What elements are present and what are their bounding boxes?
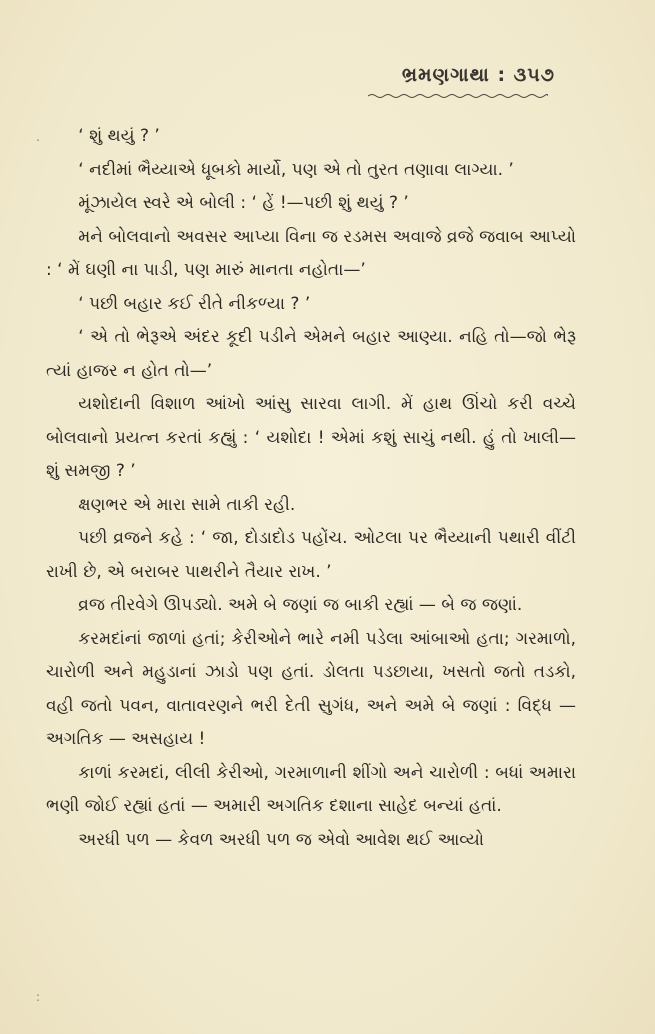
paragraph-12: કાળાં કરમદાં, લીલી કેરીઓ, ગરમાળાની શીંગો અને ચારોળી : બધાં અમારા ભણી જોઈ રહ્યાં હતાં — અમારી અગતિક દશાના સાહેદ બન્યાં હતાં.	[46, 762, 576, 816]
paragraph-11: કરમદાંનાં જાળાં હતાં; કેરીઓને ભારે નમી પડેલા આંબાઓ હતા; ગરમાળો, ચારોળી અને મહુડાનાં ઝાડો પણ હતાં. ડોલતા પડછાયા, ખસતો જતો તડકો, વહી જતો પવન, વાતાવરણને ભરી દેતી સુગંધ, અને અમે બે જણાં : વિદ્ધ — અગતિક — અસહાય !	[46, 628, 576, 749]
margin-speck-bottom-left: :	[36, 990, 41, 1004]
paragraph-2: ‘ નદીમાં ભૈય્યાએ ધૂબકો માર્યો, પણ એ તો તુરત તણાવા લાગ્યા. ’	[78, 159, 514, 180]
running-head-underline	[368, 93, 548, 99]
paragraph-4: મને બોલવાનો અવસર આપ્યા વિના જ રડમસ અવાજે વ્રજે જવાબ આપ્યો : ‘ મેં ઘણી ના પાડી, પણ મારું માનતા નહોતા—’	[46, 226, 576, 280]
paragraph-13: અરધી પળ — કેવળ અરધી પળ જ એવો આવેશ થઈ આવ્યો	[78, 829, 485, 850]
paragraph-10: વ્રજ તીરવેગે ઊપડ્યો. અમે બે જણાં જ બાકી રહ્યાં — બે જ જણાં.	[78, 595, 523, 615]
body-text	[46, 120, 576, 857]
paragraph-8: ક્ષણભર એ મારા સામે તાકી રહી.	[78, 494, 296, 515]
paragraph-7: યશોદાની વિશાળ આંખો આંસુ સારવા લાગી. મેં હાથ ઊંચો કરી વચ્ચે બોલવાનો પ્રયત્ન કરતાં કહ્યું : ‘ યશોદા ! એમાં કશું સાચું નથી. હું તો ખાલી—શું સમજી ? ’	[46, 394, 576, 481]
paragraph-9: પછી વ્રજને કહે : ‘ જા, દોડાદોડ પહોંચ. ઓટલા પર ભૈય્યાની પથારી વીંટી રાખી છે, એ બરાબર પાથરીને તૈયાર રાખ. ’	[46, 528, 576, 582]
running-head: ભ્રમણગાથા : ૩૫૭	[401, 64, 555, 86]
paragraph-3: મૂંઝાયેલ સ્વરે એ બોલી : ‘ હેં !—પછી શું થયું ? ’	[78, 193, 409, 213]
paragraph-5: ‘ પછી બહાર કઈ રીતે નીકળ્યા ? ’	[78, 293, 311, 314]
margin-speck-top-left: .	[36, 130, 40, 144]
paragraph-6: ‘ એ તો ભેરૂએ અંદર કૂદી પડીને એમને બહાર આણ્યા. નહિ તો—જો ભેરૂ ત્યાં હાજર ન હોત તો—’	[46, 327, 576, 381]
paragraph-1: ‘ શું થયું ? ’	[78, 126, 160, 146]
